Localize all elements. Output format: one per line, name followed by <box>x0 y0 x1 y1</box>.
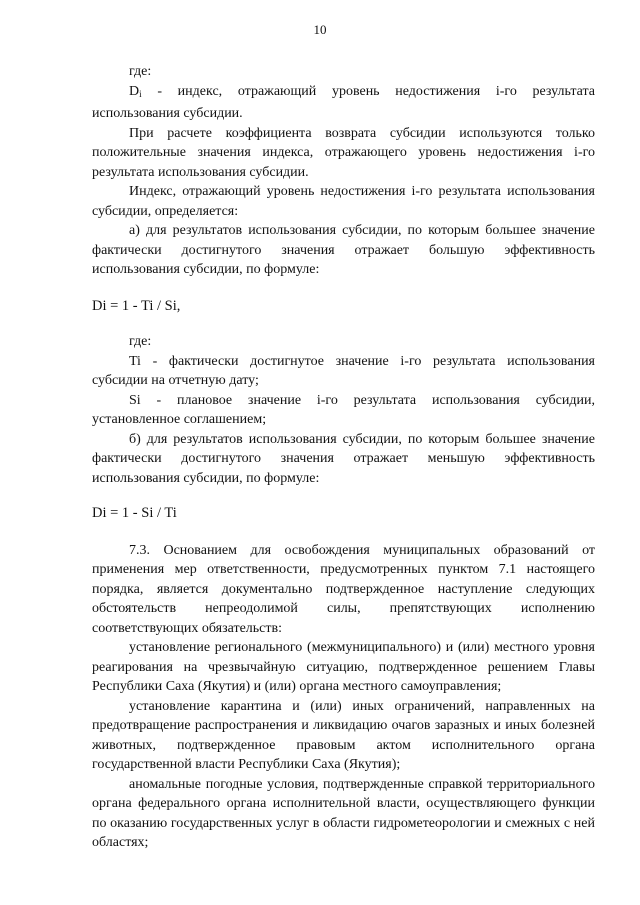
paragraph-ti-definition: Ti - фактически достигнутое значение i-го результата использования субсидии на отчетную дату; <box>92 353 595 388</box>
di-definition-text: - индекс, отражающий уровень недостижения i-го результата использования субсидии. <box>92 83 595 121</box>
paragraph-si-definition: Si - плановое значение i-го результата использования субсидии, установленное соглашением; <box>92 392 595 427</box>
paragraph-where-1: где: <box>129 64 152 79</box>
paragraph-emergency: установление регионального (межмуниципального) и (или) местного уровня реагирования на чрезвычайную ситуацию, подтвержденное решением Главы Республики Саха (Якутия) и (или) органа местного самоуправления; <box>92 640 595 694</box>
paragraph-7-3: 7.3. Основанием для освобождения муниципальных образований от применения мер ответственности, предусмотренных пунктом 7.1 настоящего порядка, является документально подтвержденное наступление следующих обстоятельств непреодолимой силы, препятствующих исполнению соответствующих обязательств: <box>92 542 595 636</box>
paragraph-where-2: где: <box>129 334 152 349</box>
page-number: 10 <box>313 22 327 37</box>
paragraph-quarantine: установление карантина и (или) иных ограничений, направленных на предотвращение распространения и ликвидацию очагов заразных и иных болезней животных, подтвержденное правовым актом исполнительного органа государственной власти Республики Саха (Якутия); <box>92 698 595 772</box>
formula-b: Di = 1 - Si / Ti <box>92 505 177 521</box>
document-body <box>92 62 595 853</box>
formula-a: Di = 1 - Ti / Si, <box>92 297 181 314</box>
paragraph-case-b: б) для результатов использования субсидии, по которым большее значение фактически достигнутого значения отражает меньшую эффективность использования субсидии, по формуле: <box>92 431 595 486</box>
paragraph-weather: аномальные погодные условия, подтвержденные справкой территориального органа федерального органа исполнительной власти, осуществляющего функции по оказанию государственных услуг в области гидрометеорологии и смежных с ней областях; <box>92 776 595 850</box>
di-symbol: D <box>129 83 140 99</box>
paragraph-di-definition <box>92 82 595 124</box>
paragraph-case-a: а) для результатов использования субсидии, по которым большее значение фактически достигнутого значения отражает большую эффективность использования субсидии, по формуле: <box>92 223 595 277</box>
paragraph-index-determined: Индекс, отражающий уровень недостижения i-го результата использования субсидии, определяется: <box>92 184 595 219</box>
di-subscript: i <box>139 88 142 99</box>
paragraph-positive-values: При расчете коэффициента возврата субсидии используются только положительные значения индекса, отражающего уровень недостижения i-го результата использования субсидии. <box>92 125 595 180</box>
